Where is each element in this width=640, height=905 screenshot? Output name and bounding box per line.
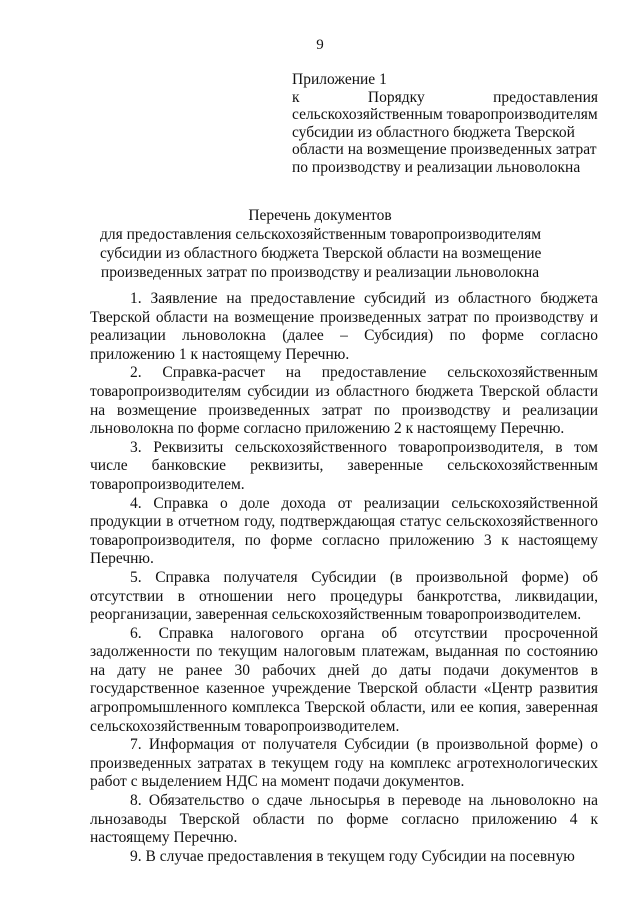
appendix-line: сельскохозяйственным товаропроизводителям <box>292 106 598 123</box>
document-subtitle-line: произведенных затрат по производству и реализации льноволокна <box>100 264 540 281</box>
document-heading <box>100 206 540 282</box>
list-item: 8. Обязательство о сдаче льносырья в переводе на льноволокно на льнозаводы Тверской области по форме согласно приложению 4 к настоящему Перечню. <box>90 792 598 847</box>
list-item: 9. В случае предоставления в текущем году Субсидии на посевную <box>130 847 575 865</box>
appendix-line: к Порядку предоставления <box>292 88 598 106</box>
document-subtitle-line: субсидии из областного бюджета Тверской области на возмещение <box>100 245 542 262</box>
appendix-line: по производству и реализации льноволокна <box>292 158 581 176</box>
list-item: 1. Заявление на предоставление субсидий из областного бюджета Тверской области на возмещение произведенных затрат по производству и реализации льноволокна (далее – Субсидия) по форме согласно приложению 1 к настоящему Перечню. <box>90 290 598 363</box>
list-item: 6. Справка налогового органа об отсутствии просроченной задолженности по текущим налоговым платежам, выданная по состоянию на дату не ранее 30 рабочих дней до даты подачи документов в государственное казенное учреждение Тверской области «Центр развития агропромышленного комплекса Тверской области, или ее копия, заверенная сельскохозяйственным товаропроизводителем. <box>90 624 598 735</box>
appendix-line: области на возмещение произведенных затрат <box>292 141 597 158</box>
appendix-header <box>292 71 598 176</box>
document-body <box>90 290 598 866</box>
list-item: 4. Справка о доле дохода от реализации сельскохозяйственной продукции в отчетном году, подтверждающая статус сельскохозяйственного товаропроизводителя, по форме согласно приложению 3 к настоящему Перечню. <box>90 494 598 568</box>
document-subtitle-line: для предоставления сельскохозяйственным товаропроизводителям <box>100 226 542 243</box>
list-item: 5. Справка получателя Субсидии (в произвольной форме) об отсутствии в отношении него процедуры банкротства, ликвидации, реорганизации, заверенная сельскохозяйственным товаропроизводителем. <box>90 568 598 624</box>
page-number: 9 <box>316 37 324 53</box>
list-item: 3. Реквизиты сельскохозяйственного товаропроизводителя, в том числе банковские реквизиты, заверенные сельскохозяйственным товаропроизводителем. <box>90 438 598 493</box>
document-title: Перечень документов <box>248 207 392 224</box>
appendix-title: Приложение 1 <box>292 71 387 88</box>
list-item: 7. Информация от получателя Субсидии (в произвольной форме) о произведенных затратах в текущем году на комплекс агротехнологических работ с выделением НДС на момент подачи документов. <box>90 736 598 791</box>
list-item: 2. Справка-расчет на предоставление сельскохозяйственным товаропроизводителям субсидии из областного бюджета Тверской области на возмещение произведенных затрат по производству и реализации льноволокна по форме согласно приложению 2 к настоящему Перечню. <box>90 364 598 438</box>
appendix-line: субсидии из областного бюджета Тверской <box>292 123 575 141</box>
